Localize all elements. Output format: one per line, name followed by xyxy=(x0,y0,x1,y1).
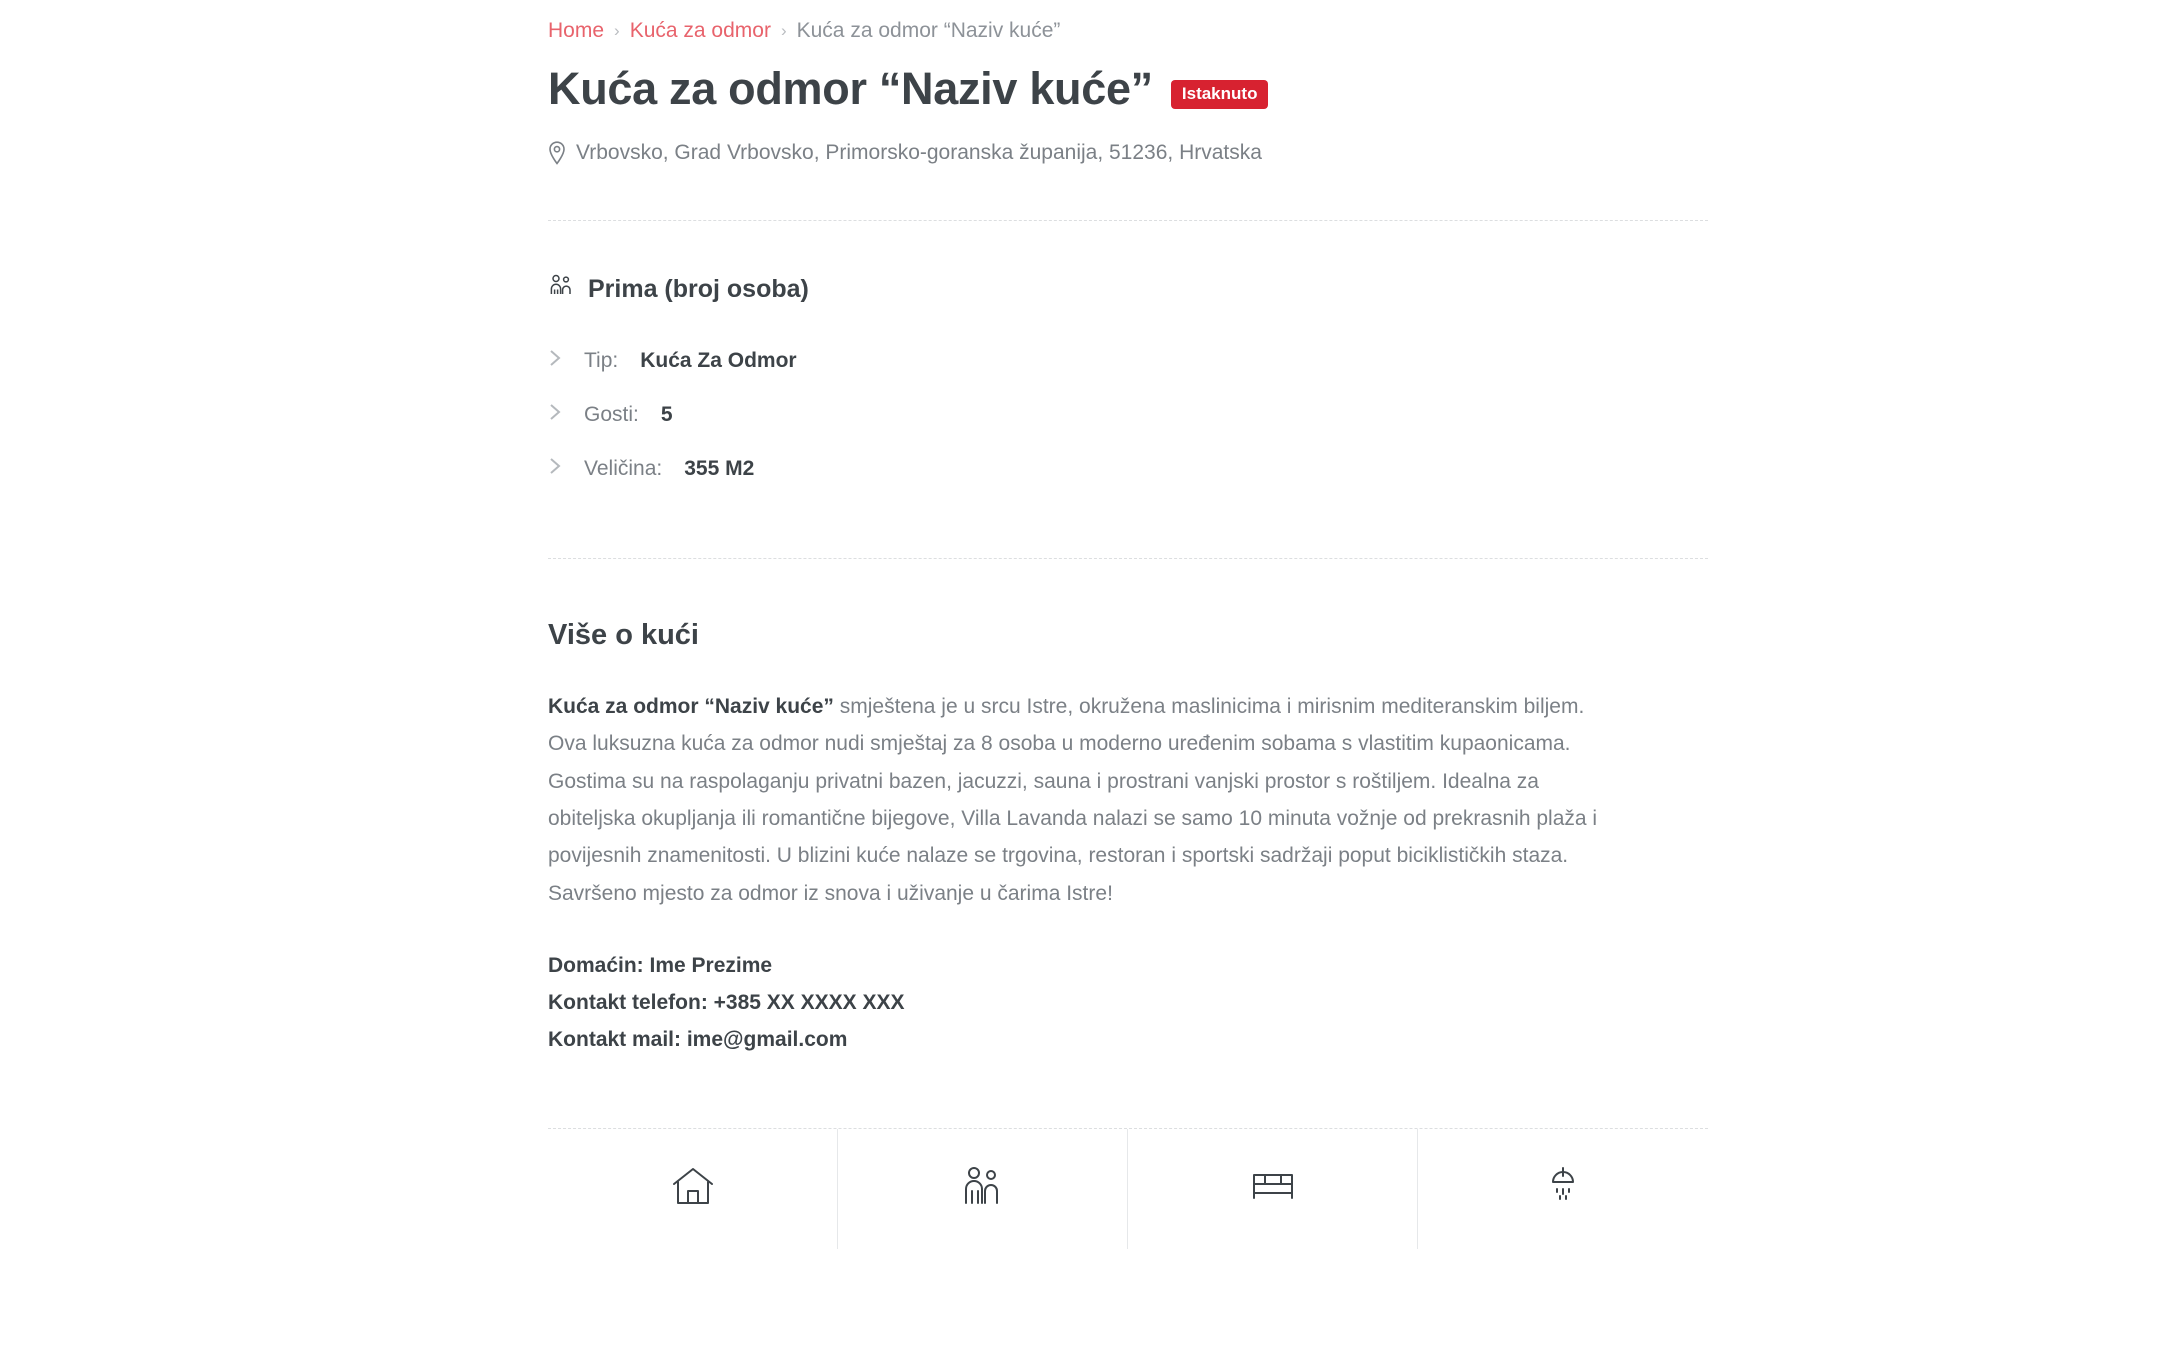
capacity-item-label: Tip: xyxy=(584,348,619,372)
amenity-shower xyxy=(1418,1129,1708,1249)
breadcrumb-separator-icon: › xyxy=(780,21,787,40)
list-item xyxy=(548,442,1708,496)
address-text: Vrbovsko, Grad Vrbovsko, Primorsko-goranska županija, 51236, Hrvatska xyxy=(576,140,1262,164)
listing-content xyxy=(548,0,1708,1249)
chevron-right-icon xyxy=(548,456,562,482)
bed-icon xyxy=(1249,1165,1297,1203)
capacity-item-value: Kuća Za Odmor xyxy=(640,348,797,372)
breadcrumb xyxy=(548,0,1708,41)
amenity-family xyxy=(838,1129,1128,1249)
chevron-right-icon xyxy=(548,348,562,374)
amenity-house xyxy=(548,1129,838,1249)
chevron-right-icon xyxy=(548,402,562,428)
map-pin-icon xyxy=(548,141,566,165)
description-body: smještena je u srcu Istre, okružena maslinicima i mirisnim mediteranskim biljem. Ova luksuzna kuća za odmor nudi smještaj za 8 osoba u moderno uređenim sobama s vlastitim kupaonicama. Gostima su na raspolaganju privatni bazen, jacuzzi, sauna i prostrani vanjski prostor s roštiljem. Idealna za obiteljska okupljanja ili romantične bijegove, Villa Lavanda nalazi se samo 10 minuta vožnje od prekrasnih plaža i povijesnih znamenitosti. U blizini kuće nalaze se trgovina, restoran i sportski sadržaji poput biciklističkih staza. Savršeno mjesto za odmor iz snova i uživanje u čarima Istre! xyxy=(548,694,1598,905)
page-title: Kuća za odmor “Naziv kuće” xyxy=(548,63,1153,114)
capacity-item-value: 355 M2 xyxy=(684,456,755,480)
capacity-item-label: Gosti: xyxy=(584,402,639,426)
description-heading: Više o kući xyxy=(548,618,699,651)
list-item xyxy=(548,388,1708,442)
capacity-heading xyxy=(548,273,1708,306)
breadcrumb-separator-icon: › xyxy=(614,21,620,40)
contact-phone: Kontakt telefon: +385 XX XXXX XXX xyxy=(548,990,905,1014)
description-lead: Kuća za odmor “Naziv kuće” xyxy=(548,694,834,718)
guests-icon xyxy=(548,273,574,306)
list-item xyxy=(548,334,1708,388)
shower-icon xyxy=(1543,1165,1583,1209)
description-section xyxy=(548,559,1708,1059)
title-row xyxy=(548,63,1708,115)
amenities-strip xyxy=(548,1129,1708,1249)
status-badge: Istaknuto xyxy=(1171,80,1269,109)
breadcrumb-category[interactable]: Kuća za odmor xyxy=(629,19,771,42)
listing-address xyxy=(548,141,1708,165)
capacity-section xyxy=(548,221,1708,496)
description-text xyxy=(548,688,1618,912)
capacity-item-value: 5 xyxy=(660,402,673,426)
capacity-heading-label: Prima (broj osoba) xyxy=(588,274,809,303)
contact-host: Domaćin: Ime Prezime xyxy=(548,954,773,977)
capacity-list xyxy=(548,334,1708,496)
contact-block xyxy=(548,948,1708,1058)
breadcrumb-current: Kuća za odmor “Naziv kuće” xyxy=(796,19,1061,42)
capacity-item-label: Veličina: xyxy=(584,456,663,480)
breadcrumb-home[interactable]: Home xyxy=(548,19,605,42)
amenity-bed xyxy=(1128,1129,1418,1249)
family-icon xyxy=(960,1165,1006,1207)
contact-email: Kontakt mail: ime@gmail.com xyxy=(548,1027,848,1051)
house-icon xyxy=(670,1165,716,1207)
